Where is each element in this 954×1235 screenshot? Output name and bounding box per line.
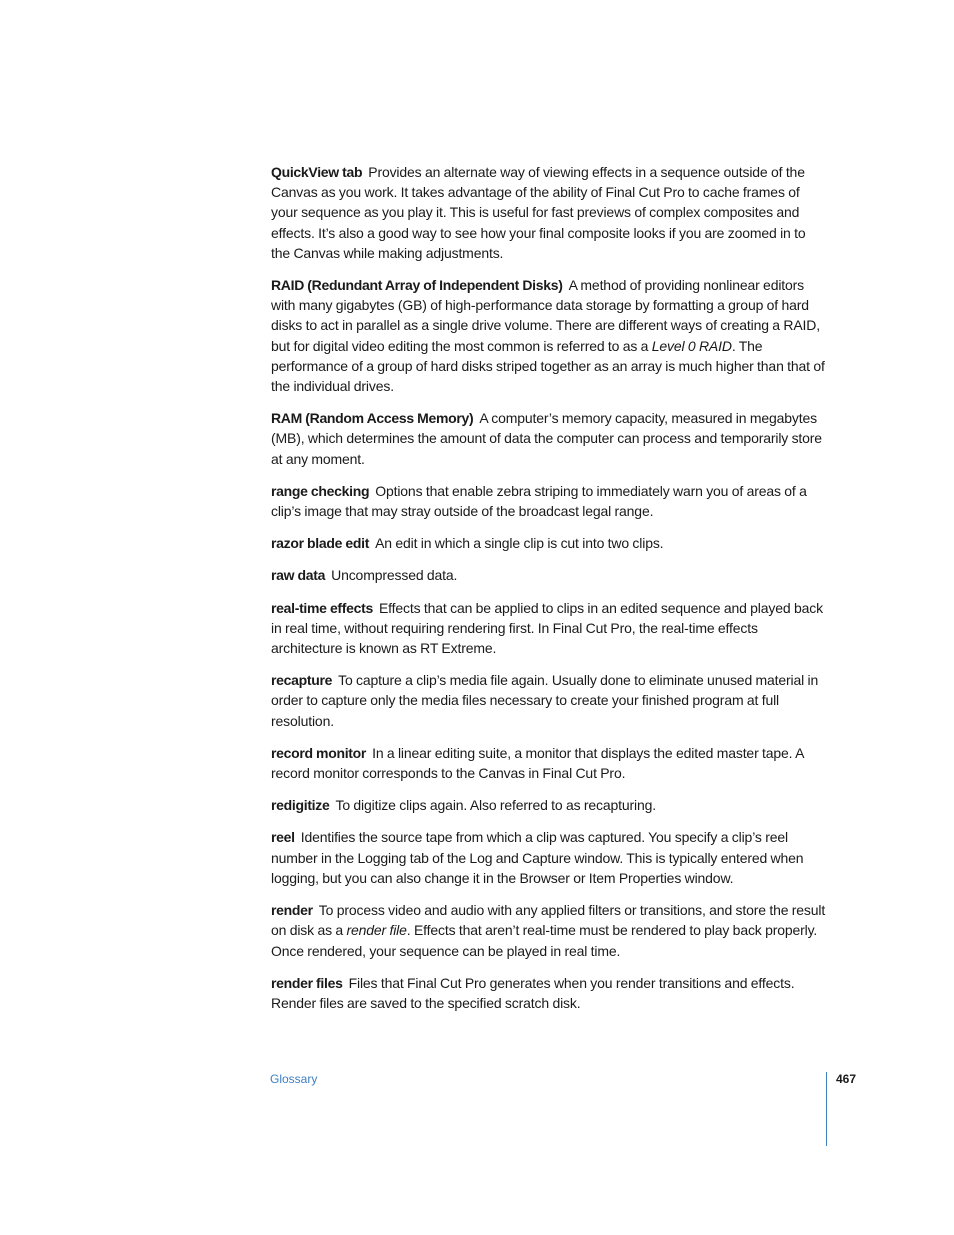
glossary-term: RAID (Redundant Array of Independent Disks) — [271, 277, 563, 294]
glossary-term: real-time effects — [271, 599, 373, 616]
definition-text: Options that enable zebra striping to immediately warn you of areas of a clip’s image that may stray outside of the broadcast legal range. — [271, 482, 807, 520]
footer-section-label: Glossary — [270, 1072, 318, 1086]
glossary-term: record monitor — [271, 744, 367, 761]
glossary-term: RAM (Random Access Memory) — [271, 410, 474, 427]
footer-divider — [826, 1072, 827, 1146]
glossary-entry — [271, 670, 827, 731]
definition-emphasis: Level 0 RAID — [651, 337, 732, 354]
definition-text: Uncompressed data. — [331, 567, 458, 584]
glossary-entry — [271, 275, 827, 396]
definition-text: Provides an alternate way of viewing effects in a sequence outside of the Canvas as you work. It takes advantage of the ability of Final Cut Pro to cache frames of your sequence as you play it. This is useful for fast previews of complex composites and effects. It’s also a good way to see how your final composite looks if you are zoomed in to the Canvas while making adjustments. — [271, 164, 806, 261]
glossary-term: recapture — [271, 672, 333, 689]
glossary-term: QuickView tab — [271, 164, 363, 180]
definition-emphasis: render file — [346, 922, 407, 939]
page-number: 467 — [836, 1072, 857, 1086]
glossary-term: render — [271, 902, 313, 919]
glossary-term: range checking — [271, 482, 370, 499]
definition-text: Identifies the source tape from which a clip was captured. You specify a clip’s reel number in the Logging tab of the Log and Capture window. This is typically entered when logging, but you can also change it in the Browser or Item Properties window. — [271, 829, 804, 886]
definition-text: In a linear editing suite, a monitor that displays the edited master tape. A record monitor corresponds to the Canvas in Final Cut Pro. — [271, 744, 804, 782]
definition-text: To capture a clip’s media file again. Usually done to eliminate unused material in order to capture only the media files necessary to create your finished program at full resolution. — [271, 672, 819, 729]
glossary-entry — [271, 827, 827, 888]
glossary-entry — [271, 408, 827, 469]
glossary-entry — [271, 162, 827, 263]
glossary-entry — [271, 533, 827, 553]
glossary-entries — [271, 162, 827, 1025]
glossary-entry — [271, 795, 827, 815]
glossary-term: raw data — [271, 567, 326, 584]
glossary-entry — [271, 565, 827, 585]
glossary-entry — [271, 598, 827, 659]
glossary-term: reel — [271, 829, 295, 846]
glossary-term: redigitize — [271, 797, 330, 814]
glossary-entry — [271, 481, 827, 521]
definition-text: Effects that can be applied to clips in an edited sequence and played back in real time, without requiring rendering first. In Final Cut Pro, the real-time effects architecture is known as RT Extreme. — [271, 599, 823, 657]
glossary-term: razor blade edit — [271, 535, 370, 552]
glossary-entry — [271, 743, 827, 783]
glossary-entry — [271, 973, 827, 1013]
definition-text: . Effects that aren’t real-time must be rendered to play back properly. Once rendered, your sequence can be played in real time. — [271, 922, 818, 959]
definition-text: Files that Final Cut Pro generates when you render transitions and effects. Render files are saved to the specified scratch disk. — [271, 974, 795, 1011]
definition-text: A method of providing nonlinear editors with many gigabytes (GB) of high-performance data storage by formatting a group of hard disks to act in parallel as a single drive volume. There are different ways of creating a RAID, but for digital video editing the most common is referred to as a — [271, 277, 820, 354]
definition-text: An edit in which a single clip is cut into two clips. — [375, 535, 664, 552]
glossary-term: render files — [271, 974, 343, 991]
definition-text: To digitize clips again. Also referred to as recapturing. — [335, 797, 657, 814]
glossary-entry — [271, 900, 827, 961]
definition-text: . The performance of a group of hard disks striped together as an array is much higher than that of the individual drives. — [271, 337, 825, 395]
definition-text: To process video and audio with any applied filters or transitions, and store the result on disk as a — [271, 902, 826, 939]
definition-text: A computer’s memory capacity, measured in megabytes (MB), which determines the amount of data the computer can process and temporarily store at any moment. — [271, 410, 822, 467]
